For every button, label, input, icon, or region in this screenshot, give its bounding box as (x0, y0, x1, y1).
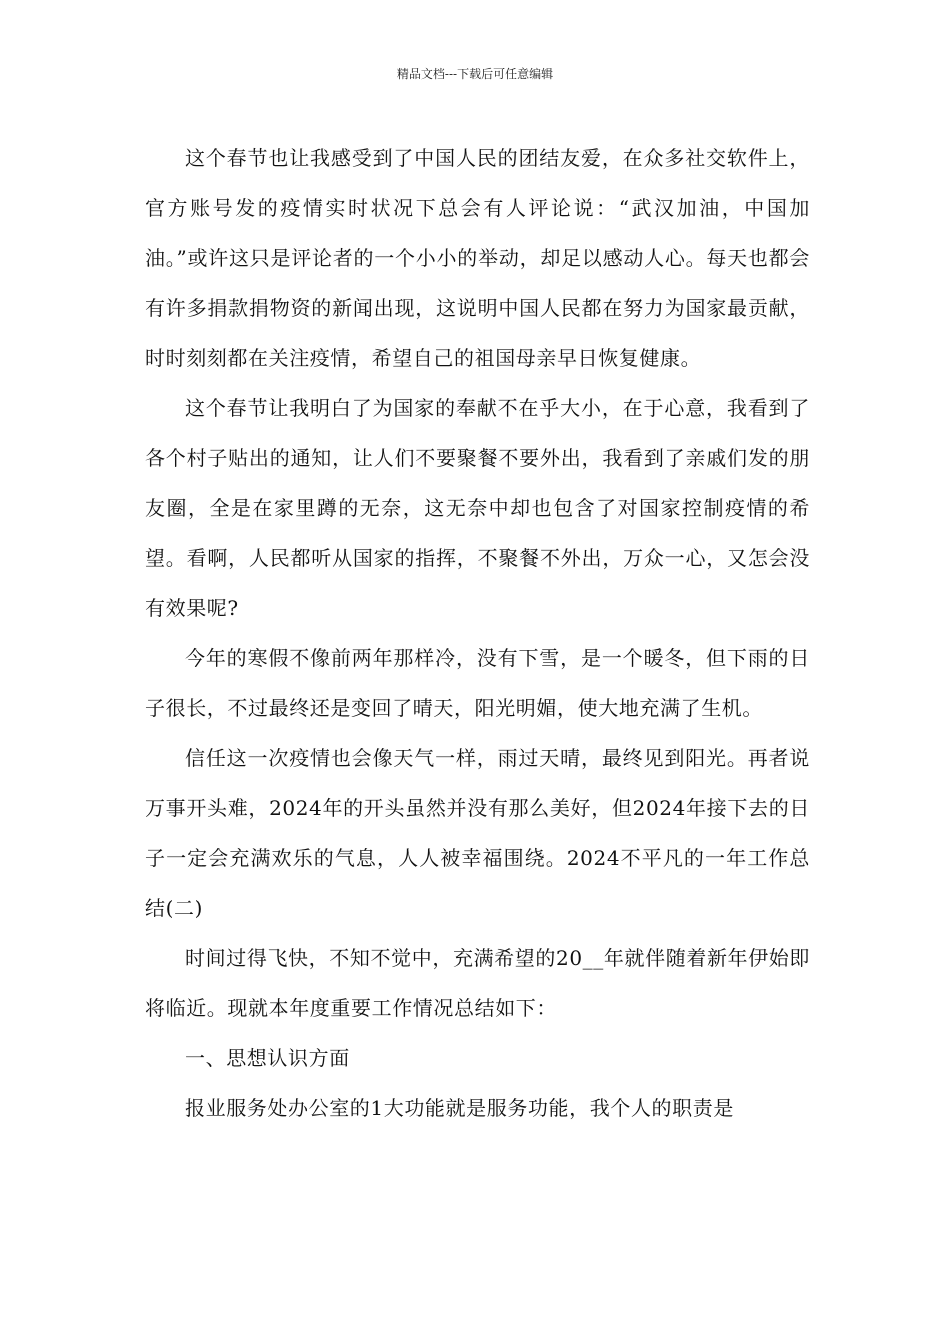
paragraph-spring-unity: 这个春节也让我感受到了中国人民的团结友爱，在众多社交软件上，官方账号发的疫情实时状况下总会有人评论说：“武汉加油，中国加油。”或许这只是评论者的一个小小的举动，却足以感动人心。每天也都会有许多捐款捐物资的新闻出现，这说明中国人民都在努力为国家最贡献，时时刻刻都在关注疫情，希望自己的祖国母亲早日恢复健康。 (145, 146, 810, 370)
page-header: 精品文档---下载后可任意编辑 (396, 67, 554, 81)
document-body (145, 133, 810, 1133)
section-heading-ideology: 一、思想认识方面 (185, 1046, 350, 1070)
paragraph-time-flies: 时间过得飞快，不知不觉中，充满希望的20__年就伴随着新年伊始即将临近。现就本年度重要工作情况总结如下： (145, 946, 810, 1020)
paragraph-hope: 信任这一次疫情也会像天气一样，雨过天晴，最终见到阳光。再者说万事开头难，2024年的开头虽然并没有那么美好，但2024年接下去的日子一定会充满欢乐的气息，人人被幸福围绕。2024不平凡的一年工作总结(二) (145, 746, 810, 920)
paragraph-dedication: 这个春节让我明白了为国家的奉献不在乎大小，在于心意，我看到了各个村子贴出的通知，让人们不要聚餐不要外出，我看到了亲戚们发的朋友圈，全是在家里蹲的无奈，这无奈中却也包含了对国家控制疫情的希望。看啊，人民都听从国家的指挥，不聚餐不外出，万众一心，又怎会没有效果呢? (145, 396, 810, 620)
paragraph-office-duty: 报业服务处办公室的1大功能就是服务功能，我个人的职责是 (185, 1096, 734, 1120)
paragraph-winter-weather: 今年的寒假不像前两年那样冷，没有下雪，是一个暖冬，但下雨的日子很长，不过最终还是变回了晴天，阳光明媚，使大地充满了生机。 (145, 646, 810, 720)
